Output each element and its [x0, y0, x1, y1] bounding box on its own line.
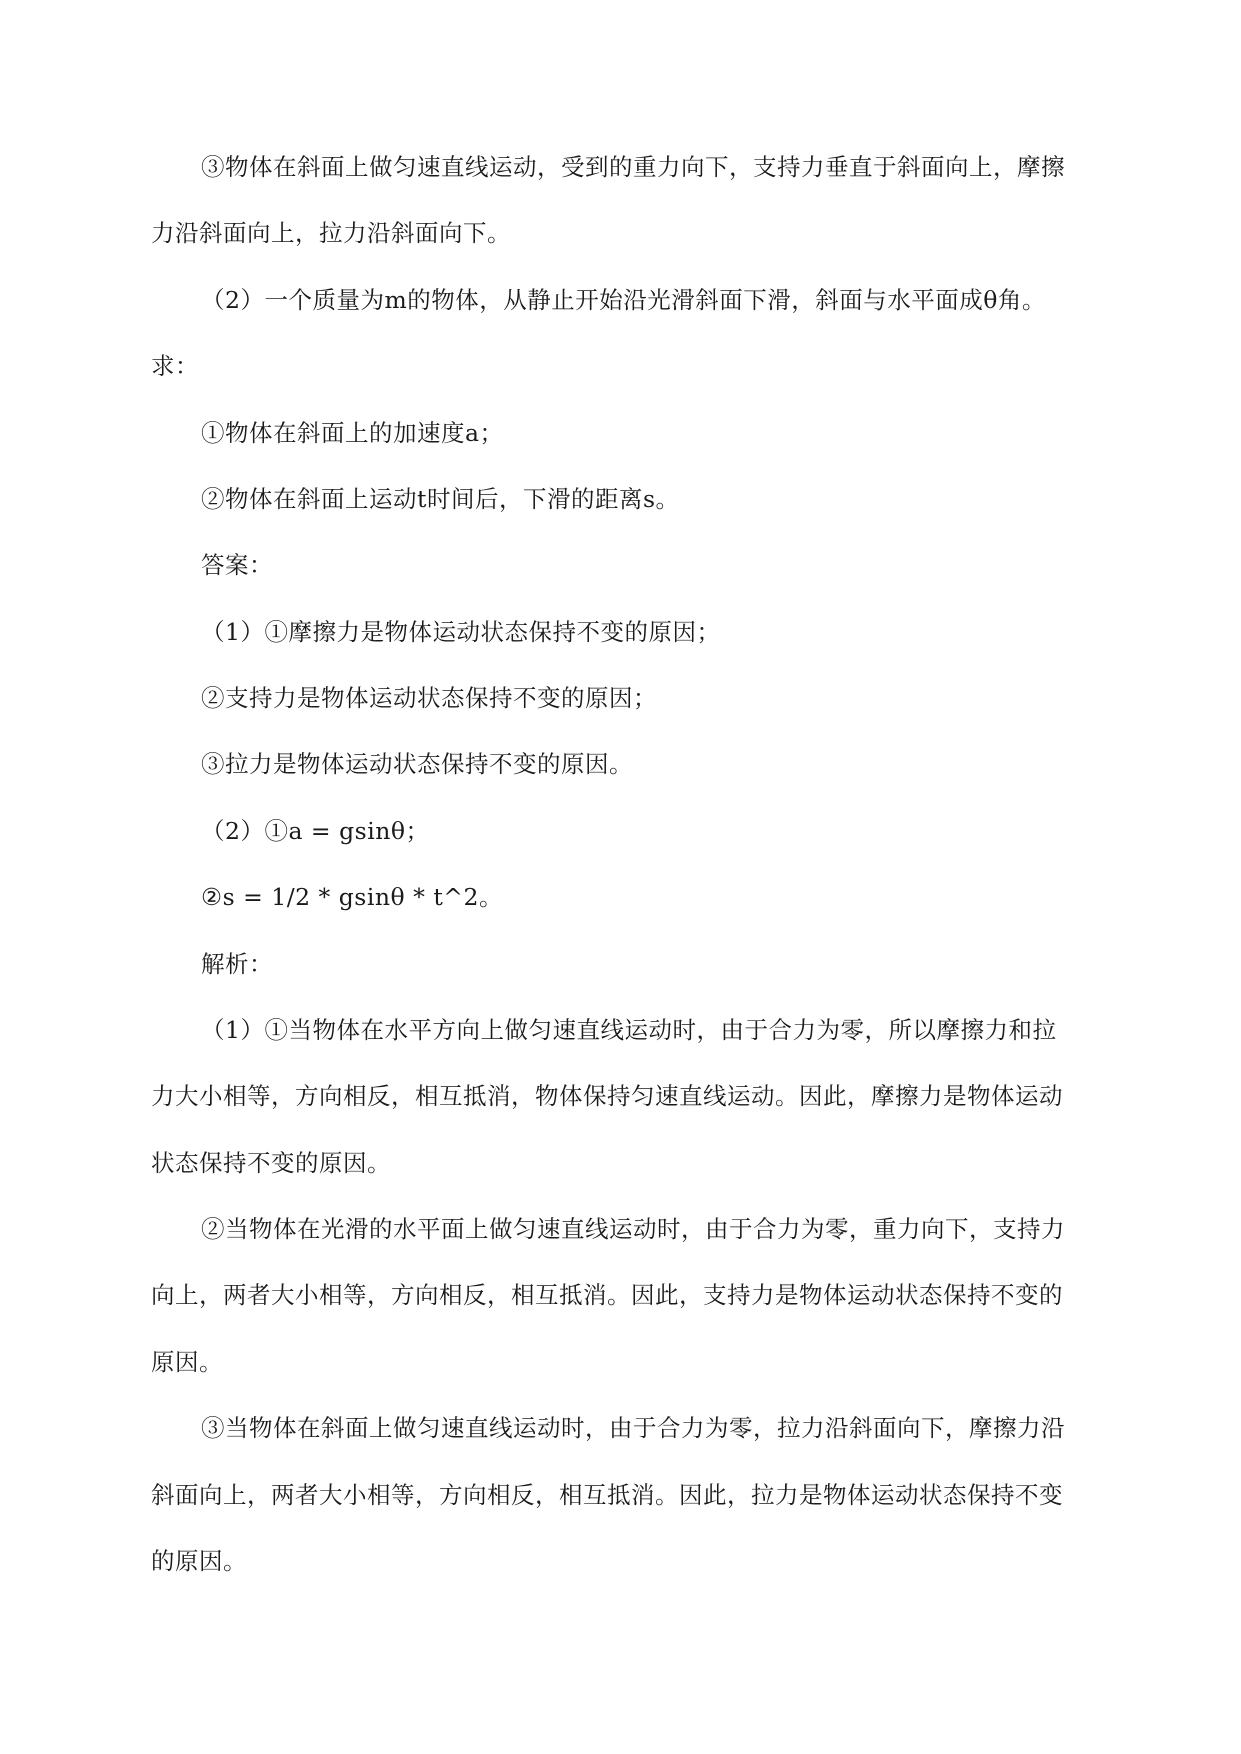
q2-item1: ①物体在斜面上的加速度a；: [201, 419, 504, 447]
q2-intro-line1: （2）一个质量为m的物体，从静止开始沿光滑斜面下滑，斜面与水平面成θ角。: [201, 286, 1046, 314]
analysis-p1-line2: 力大小相等，方向相反，相互抵消，物体保持匀速直线运动。因此，摩擦力是物体运动: [151, 1082, 1063, 1110]
answer-2-item1: （2）①a = gsinθ；: [201, 817, 430, 845]
q2-intro-line2: 求：: [151, 352, 199, 380]
analysis-heading: 解析：: [201, 950, 273, 978]
analysis-p3-line2: 斜面向上，两者大小相等，方向相反，相互抵消。因此，拉力是物体运动状态保持不变: [151, 1481, 1063, 1509]
analysis-p3-line3: 的原因。: [151, 1547, 247, 1575]
answer-heading: 答案：: [201, 551, 273, 579]
analysis-p2-line1: ②当物体在光滑的水平面上做匀速直线运动时，由于合力为零，重力向下，支持力: [201, 1215, 1065, 1243]
q2-item2: ②物体在斜面上运动t时间后，下滑的距离s。: [201, 485, 680, 513]
analysis-p1-line3: 状态保持不变的原因。: [151, 1149, 391, 1177]
analysis-p2-line3: 原因。: [151, 1348, 223, 1376]
analysis-p2-line2: 向上，两者大小相等，方向相反，相互抵消。因此，支持力是物体运动状态保持不变的: [151, 1281, 1063, 1309]
answer-2-item2: ②s = 1/2 * gsinθ * t^2。: [201, 883, 503, 911]
analysis-p1-line1: （1）①当物体在水平方向上做匀速直线运动时，由于合力为零，所以摩擦力和拉: [201, 1016, 1057, 1044]
answer-1-item1: （1）①摩擦力是物体运动状态保持不变的原因；: [201, 618, 721, 646]
analysis-p3-line1: ③当物体在斜面上做匀速直线运动时，由于合力为零，拉力沿斜面向下，摩擦力沿: [201, 1414, 1065, 1442]
answer-1-item2: ②支持力是物体运动状态保持不变的原因；: [201, 684, 657, 712]
q1-item3-line1: ③物体在斜面上做匀速直线运动，受到的重力向下，支持力垂直于斜面向上，摩擦: [201, 153, 1065, 181]
answer-1-item3: ③拉力是物体运动状态保持不变的原因。: [201, 750, 633, 778]
q1-item3-line2: 力沿斜面向上，拉力沿斜面向下。: [151, 219, 511, 247]
